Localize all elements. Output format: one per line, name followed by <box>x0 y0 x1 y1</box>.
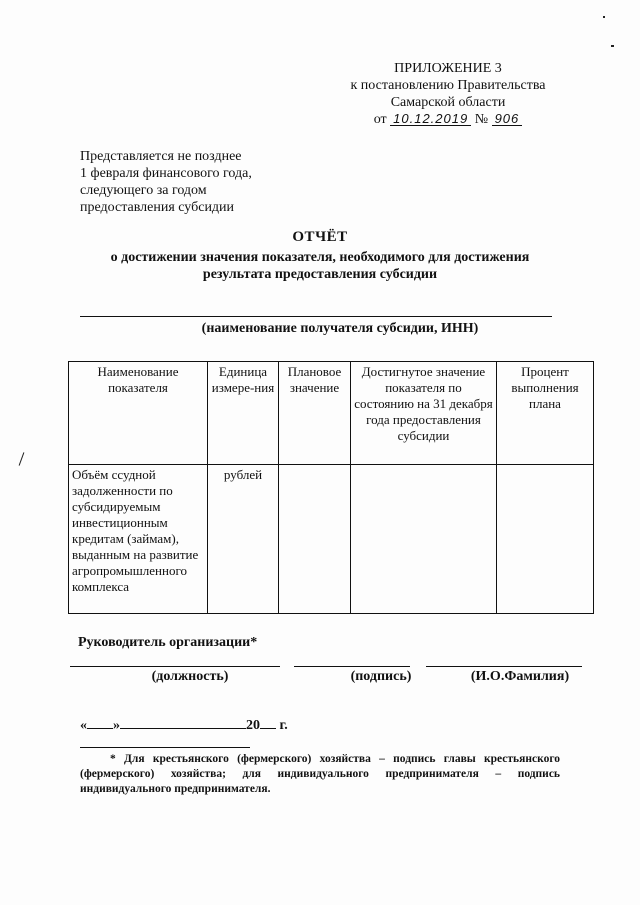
scan-speck <box>19 452 25 465</box>
position-blank-line <box>70 666 280 667</box>
day-blank <box>87 716 113 729</box>
report-table <box>68 361 594 614</box>
report-title: ОТЧЁТ <box>292 229 348 245</box>
scan-speck <box>611 45 614 47</box>
deadline-line: следующего за годом <box>80 183 207 198</box>
month-blank <box>120 716 246 729</box>
cell-unit: рублей <box>208 465 279 614</box>
deadline-line: предоставления субсидии <box>80 200 235 215</box>
report-subtitle <box>80 249 560 283</box>
recipient-blank-line <box>80 316 552 317</box>
appendix-title: ПРИЛОЖЕНИЕ 3 <box>394 61 502 76</box>
year-prefix: 20 <box>246 718 260 733</box>
head-of-organization-label: Руководитель организации* <box>78 635 258 650</box>
name-blank-line <box>426 666 582 667</box>
deadline-note <box>80 148 320 216</box>
date-line <box>80 716 288 734</box>
subtitle-line: о достижении значения показателя, необходимого для достижения <box>110 250 530 265</box>
appendix-date-line <box>330 111 566 128</box>
scan-speck <box>603 16 605 18</box>
table-row <box>69 465 594 614</box>
handwritten-number: 906 <box>492 112 523 126</box>
cell-achieved <box>351 465 497 614</box>
number-prefix: № <box>474 112 489 127</box>
appendix-line-1: к постановлению Правительства <box>350 78 546 93</box>
col-header-indicator: Наименование показателя <box>69 362 208 465</box>
subtitle-line: результата предоставления субсидии <box>202 267 438 282</box>
date-open-quote: « <box>80 718 87 733</box>
col-header-unit: Единица измере-ния <box>208 362 279 465</box>
year-blank <box>260 716 276 729</box>
col-header-achieved: Достигнутое значение показателя по состоянию на 31 декабря года предоставления субсидии <box>351 362 497 465</box>
col-header-planned: Плановое значение <box>279 362 351 465</box>
handwritten-date: 10.12.2019 <box>390 112 471 126</box>
from-prefix: от <box>373 112 387 127</box>
name-caption: (И.О.Фамилия) <box>470 669 570 684</box>
col-header-percent: Процент выполнения плана <box>497 362 594 465</box>
date-close-quote: » <box>113 718 120 733</box>
cell-indicator-name: Объём ссудной задолженности по субсидируемым инвестиционным кредитам (займам), выданным на развитие агропромышленного комплекса <box>69 465 208 614</box>
year-suffix: г. <box>279 718 288 733</box>
table-header-row <box>69 362 594 465</box>
deadline-line: Представляется не позднее <box>80 149 242 164</box>
footnote <box>80 752 560 797</box>
footnote-rule <box>80 747 250 748</box>
position-caption: (должность) <box>151 669 229 684</box>
appendix-line-2: Самарской области <box>390 95 506 110</box>
recipient-caption: (наименование получателя субсидии, ИНН) <box>201 321 479 336</box>
cell-percent <box>497 465 594 614</box>
cell-planned <box>279 465 351 614</box>
signature-caption: (подпись) <box>350 669 412 684</box>
signature-blank-line <box>294 666 410 667</box>
deadline-line: 1 февраля финансового года, <box>80 166 252 181</box>
footnote-text: * Для крестьянского (фермерского) хозяйства – подпись главы крестьянского (фермерского) хозяйства; для индивидуального предпринимателя – подпись индивидуального предпринимателя. <box>80 753 560 795</box>
appendix-header <box>330 60 566 128</box>
